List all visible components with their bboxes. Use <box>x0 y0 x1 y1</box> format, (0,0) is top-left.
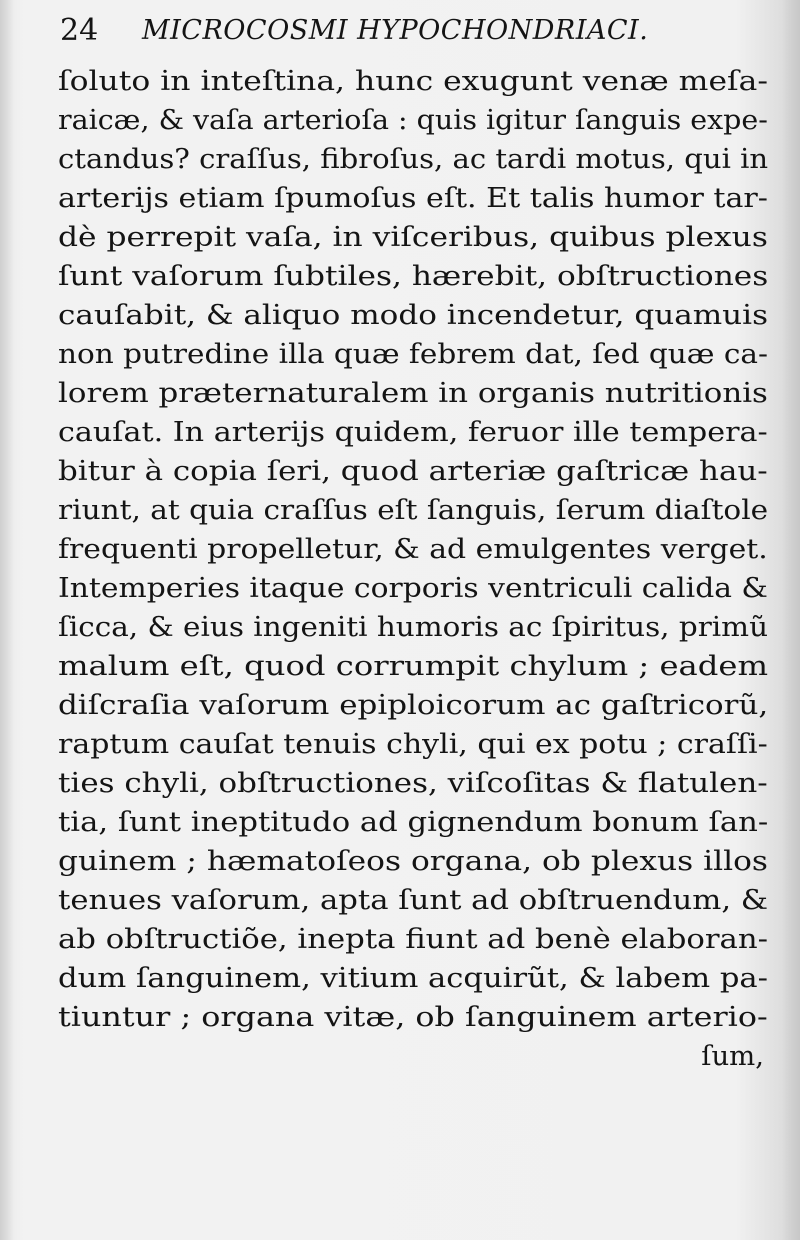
body-text <box>58 62 768 1192</box>
text-line: tiuntur ; organa vitæ, ob ſanguinem arterio- <box>58 1001 768 1033</box>
page-edge-shadow <box>782 0 800 1240</box>
text-line: frequenti propelletur, & ad emulgentes verget. <box>58 533 768 565</box>
text-line: ties chyli, obſtructiones, viſcoſitas & flatulen- <box>58 767 768 799</box>
text-line: lorem præternaturalem in organis nutritionis <box>58 377 768 409</box>
text-line: raptum cauſat tenuis chyli, qui ex potu ; craſſi- <box>58 728 768 760</box>
text-line: guinem ; hæmatoſeos organa, ob plexus illos <box>58 845 768 877</box>
text-line: bitur à copia ſeri, quod arteriæ gaſtricæ hau- <box>58 455 768 487</box>
catchword: ſum, <box>701 1040 764 1072</box>
text-line: cauſat. In arterijs quidem, feruor ille tempera- <box>58 416 768 448</box>
text-line: ſicca, & eius ingeniti humoris ac ſpiritus, primũ <box>58 611 769 643</box>
text-line: ab obſtructiõe, inepta fiunt ad benè elaboran- <box>58 923 769 955</box>
text-line: non putredine illa quæ febrem dat, ſed quæ ca- <box>58 338 768 370</box>
text-line: dè perrepit vaſa, in viſceribus, quibus plexus <box>58 221 768 253</box>
text-line: arterijs etiam ſpumoſus eſt. Et talis humor tar- <box>58 182 768 214</box>
text-line: ſunt vaſorum ſubtiles, hærebit, obſtructiones <box>58 260 769 292</box>
text-line: riunt, at quia craſſus eſt ſanguis, ſerum diaſtole <box>58 494 769 526</box>
text-line: Intemperies itaque corporis ventriculi calida & <box>58 572 768 604</box>
text-line: ſoluto in inteſtina, hunc exugunt venæ meſa- <box>58 65 768 97</box>
text-line: dum ſanguinem, vitium acquirũt, & labem pa- <box>58 962 768 994</box>
text-line: cauſabit, & aliquo modo incendetur, quamuis <box>58 299 769 331</box>
text-line: ctandus? craſſus, fibroſus, ac tardi motus, qui in <box>58 143 769 175</box>
page-header <box>60 12 750 50</box>
text-line: malum eſt, quod corrumpit chylum ; eadem <box>58 650 769 682</box>
text-line: diſcraſia vaſorum epiploicorum ac gaſtricorũ, <box>58 689 769 721</box>
text-line: tia, ſunt ineptitudo ad gignendum bonum ſan- <box>58 806 769 838</box>
running-head: MICROCOSMI HYPOCHONDRIACI. <box>142 15 649 46</box>
page-gutter-shadow <box>0 0 14 1240</box>
page-number: 24 <box>60 13 99 48</box>
text-line: raicæ, & vaſa arterioſa : quis igitur ſanguis expe- <box>58 104 768 136</box>
text-line: tenues vaſorum, apta ſunt ad obſtruendum, & <box>58 884 769 916</box>
